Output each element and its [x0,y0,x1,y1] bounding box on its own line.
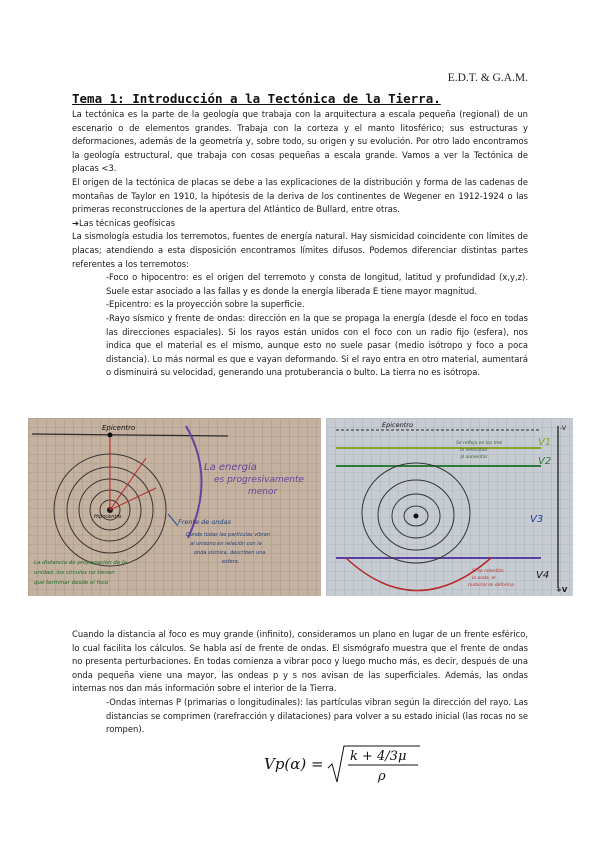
epicentro-label: Epicentro [102,424,136,432]
note-bottom-3: material se deforma [468,583,514,588]
hipocentro-label: Hipocentro [94,514,122,520]
frente-desc-2: al unísono en relación con la [190,541,262,547]
energy-label-2: es progresivamente [214,475,305,485]
paragraph-seismology: La sismología estudia los terremotos, fuentes de energía natural. Hay sismicidad coincidente con límites de placas; atendiendo a esta disposición encontramos límites difusos. Podemos diferenciar distintas partes referentes a los terremotos: [72,231,528,269]
author-header: E.D.T. & G.A.M. [447,72,528,84]
formula-lhs: Vp(α) = [264,755,324,773]
plus-v-label: +V [556,586,568,594]
energy-label-3: menor [248,487,278,497]
v4-label: V4 [536,570,550,581]
definition-rayo: -Rayo sísmico y frente de ondas: dirección en la que se propaga la energía (desde el foco en todas las direcciones espaciales). Si los rayos están unidos con el foco con un radio fijo (esfera), nos indica que el material es el mismo, aunque esto no suele pasar (medio isótropo y foco a poca distancia). Lo más normal es que e vayan deformando. Si el rayo entra en otro material, aumentará o disminuirá su velocidad, generando una protuberancia o bulto. La tierra no es isótropa. [106,312,528,378]
minus-v-label: -V [560,425,566,432]
dist-label-3: que terminar desde el foco [34,580,109,586]
definition-p-waves: -Ondas internas P (primarias o longitudinales): las partículas vibran según la dirección del rayo. Las distancias se comprimen (rarefracción y dilataciones) para volver a su estado inicial (las rocas no se rompen). [106,696,528,735]
v1-label: V1 [538,437,552,448]
note-bottom-2: la onda, el [472,576,496,581]
epicenter-dot [108,433,113,438]
paragraph-origin: El origen de la tectónica de placas se debe a las explicaciones de la distribución y forma de las cadenas de montañas de Taylor en 1910, la hipótesis de la deriva de los continentes de Wegener en 1912-1924 o las primeras reconstrucciones de la apertura del Atlántico de Bullard, entre otras. [72,176,528,215]
paragraph-plane-wave: Cuando la distancia al foco es muy grande (infinito), consideramos un plano en lugar de un frente esférico, lo cual facilita los cálculos. Se habla así de frente de ondas. El sismógrafo muestra que el frente de ondas no presenta perturbaciones. En todas comienza a vibrar poco y luego mucho más, es decir, después de una onda pequeña viene una mayor, las ondeas p y s nos avisan de las superficiales. Además, las ondas internas nos dan más información sobre el interior de la Tierra. [72,629,528,694]
note-top-2: la velocidad [460,448,488,453]
formula-numerator: k + 4/3μ [350,749,407,764]
frente-desc-1: Donde todas las partículas vibran [186,532,271,538]
vp-formula-render [262,742,422,786]
figure-wavefront-sphere [28,418,321,596]
vp-formula [262,742,422,786]
note-top-3: al aumentar [460,455,488,460]
definition-epicentro: -Epicentro: es la proyección sobre la superficie. [106,299,305,310]
epicentro-label-right: Epicentro [382,421,413,429]
formula-denominator: ρ [378,769,386,784]
focus-dot-right [414,514,419,519]
dist-label-2: unidad, los círculos no tienen [34,570,115,576]
definition-foco: -Foco o hipocentro: es el origen del terremoto y consta de longitud, latitud y profundidad (x,y,z). Suele estar asociado a las fallas y es donde la energía liberada E tiene mayor magnitud. [106,272,528,296]
figures-row [28,418,573,596]
paragraph-techniques-heading: ➔Las técnicas geofísicas [72,217,175,228]
frente-desc-3: onda sísmica, describen una [194,550,266,556]
note-top-1: Se refleja en los tres [456,441,503,446]
intro-text [72,108,528,380]
frente-label: Frente de ondas [178,518,231,526]
page-title: Tema 1: Introducción a la Tectónica de la Tierra. [72,91,441,106]
wave-text [72,628,528,737]
note-bottom-1: Si se ralentiza [472,569,504,574]
wavefront-sphere-drawing [28,418,321,596]
frente-desc-4: esfera. [222,559,240,565]
dist-label-1: La distancia de propagación de la [34,560,127,566]
v3-label: V3 [530,514,544,525]
figure-layered-media [326,418,573,596]
layered-media-drawing [326,418,573,596]
energy-label-1: La energía [204,462,257,473]
v2-label: V2 [538,456,552,467]
paragraph-tectonics: La tectónica es la parte de la geología que trabaja con la arquitectura a escala pequeña (regional) de un escenario o de elementos grandes. Trabaja con la corteza y el manto litosférico; sus estructuras y deformaciones, además de la geometría y, sobre todo, su origen y su evolución. Por otro lado encontramos la geología estructural, que trabaja con cosas pequeñas a escala grande. Vamos a ver la Tectónica de placas <3. [72,109,528,174]
